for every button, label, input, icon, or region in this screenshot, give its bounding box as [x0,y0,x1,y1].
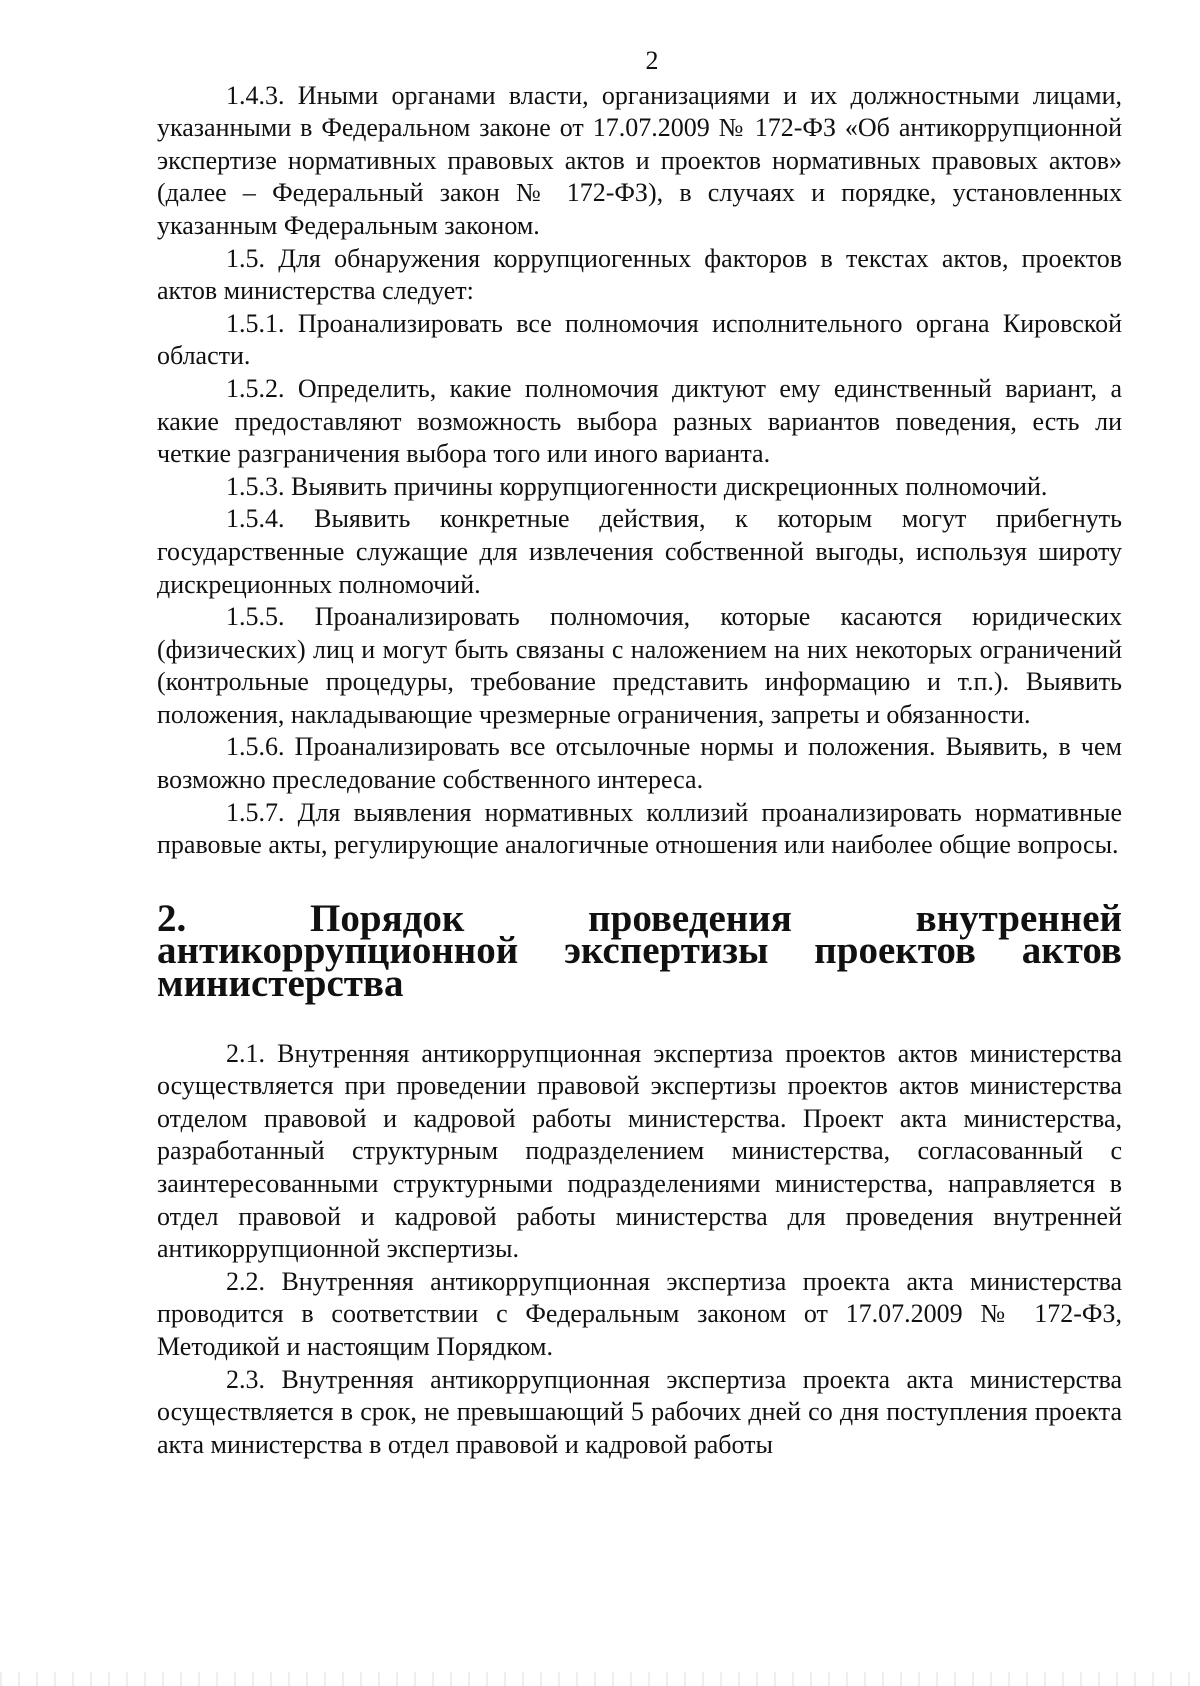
paragraph-2-2: 2.2. Внутренняя антикоррупционная экспертиза проекта акта министерства проводится в соответствии с Федеральным законом от 17.07.2009 № 172-ФЗ, Методикой и настоящим Порядком. [157,1266,1122,1361]
document-page [157,45,1122,1461]
page-number: 2 [645,46,659,75]
paragraph-1-5-4: 1.5.4. Выявить конкретные действия, к которым могут прибегнуть государственные служащие для извлечения собственной выгоды, используя широту дискреционных полномочий. [157,504,1122,599]
paragraph-1-5-6: 1.5.6. Проанализировать все отсылочные нормы и положения. Выявить, в чем возможно преследование собственного интереса. [157,732,1122,795]
paragraph-2-1: 2.1. Внутренняя антикоррупционная экспертиза проектов актов министерства осуществляется при проведении правовой экспертизы проектов актов министерства отделом правовой и кадровой работы министерства. Проект акта министерства, разработанный структурным подразделением министерства, согласованный с заинтересованными структурными подразделениями министерства, направляется в отдел правовой и кадровой работы министерства для проведения внутренней антикоррупционной экспертизы. [157,1038,1122,1264]
paragraph-1-5-7: 1.5.7. Для выявления нормативных коллизий проанализировать нормативные правовые акты, регулирующие аналогичные отношения или наиболее общие вопросы. [157,797,1122,860]
paragraph-1-5-2: 1.5.2. Определить, какие полномочия диктуют ему единственный вариант, а какие предоставляют возможность выбора разных вариантов поведения, есть ли четкие разграничения выбора того или иного варианта. [157,373,1122,469]
paragraph-1-5-3: 1.5.3. Выявить причины коррупциогенности дискреционных полномочий. [226,471,1048,501]
paragraph-1-5-1: 1.5.1. Проанализировать все полномочия исполнительного органа Кировской области. [157,308,1122,371]
paragraph-1-5-5: 1.5.5. Проанализировать полномочия, которые касаются юридических (физических) лиц и могут быть связаны с наложением на них некоторых ограничений (контрольные процедуры, требование представить информацию и т.п.). Выявить положения, накладывающие чрезмерные ограничения, запреты и обязанности. [157,602,1122,729]
section-2-heading: 2. Порядок проведения внутренней антикоррупционной экспертизы проектов актов министерства [157,896,1122,1006]
paragraph-1-4-3: 1.4.3. Иными органами власти, организациями и их должностными лицами, указанными в Федеральном законе от 17.07.2009 № 172-ФЗ «Об антикоррупционной экспертизе нормативных правовых актов и проектов нормативных правовых актов» (далее – Федеральный закон № 172-ФЗ), в случаях и порядке, установленных указанным Федеральным законом. [157,80,1122,240]
paragraph-2-3: 2.3. Внутренняя антикоррупционная экспертиза проекта акта министерства осуществляется в срок, не превышающий 5 рабочих дней со дня поступления проекта акта министерства в отдел правовой и кадровой работы [157,1364,1122,1459]
scan-edge-noise [0,1672,1200,1686]
paragraph-1-5: 1.5. Для обнаружения коррупциогенных факторов в текстах актов, проектов актов министерства следует: [157,243,1122,306]
